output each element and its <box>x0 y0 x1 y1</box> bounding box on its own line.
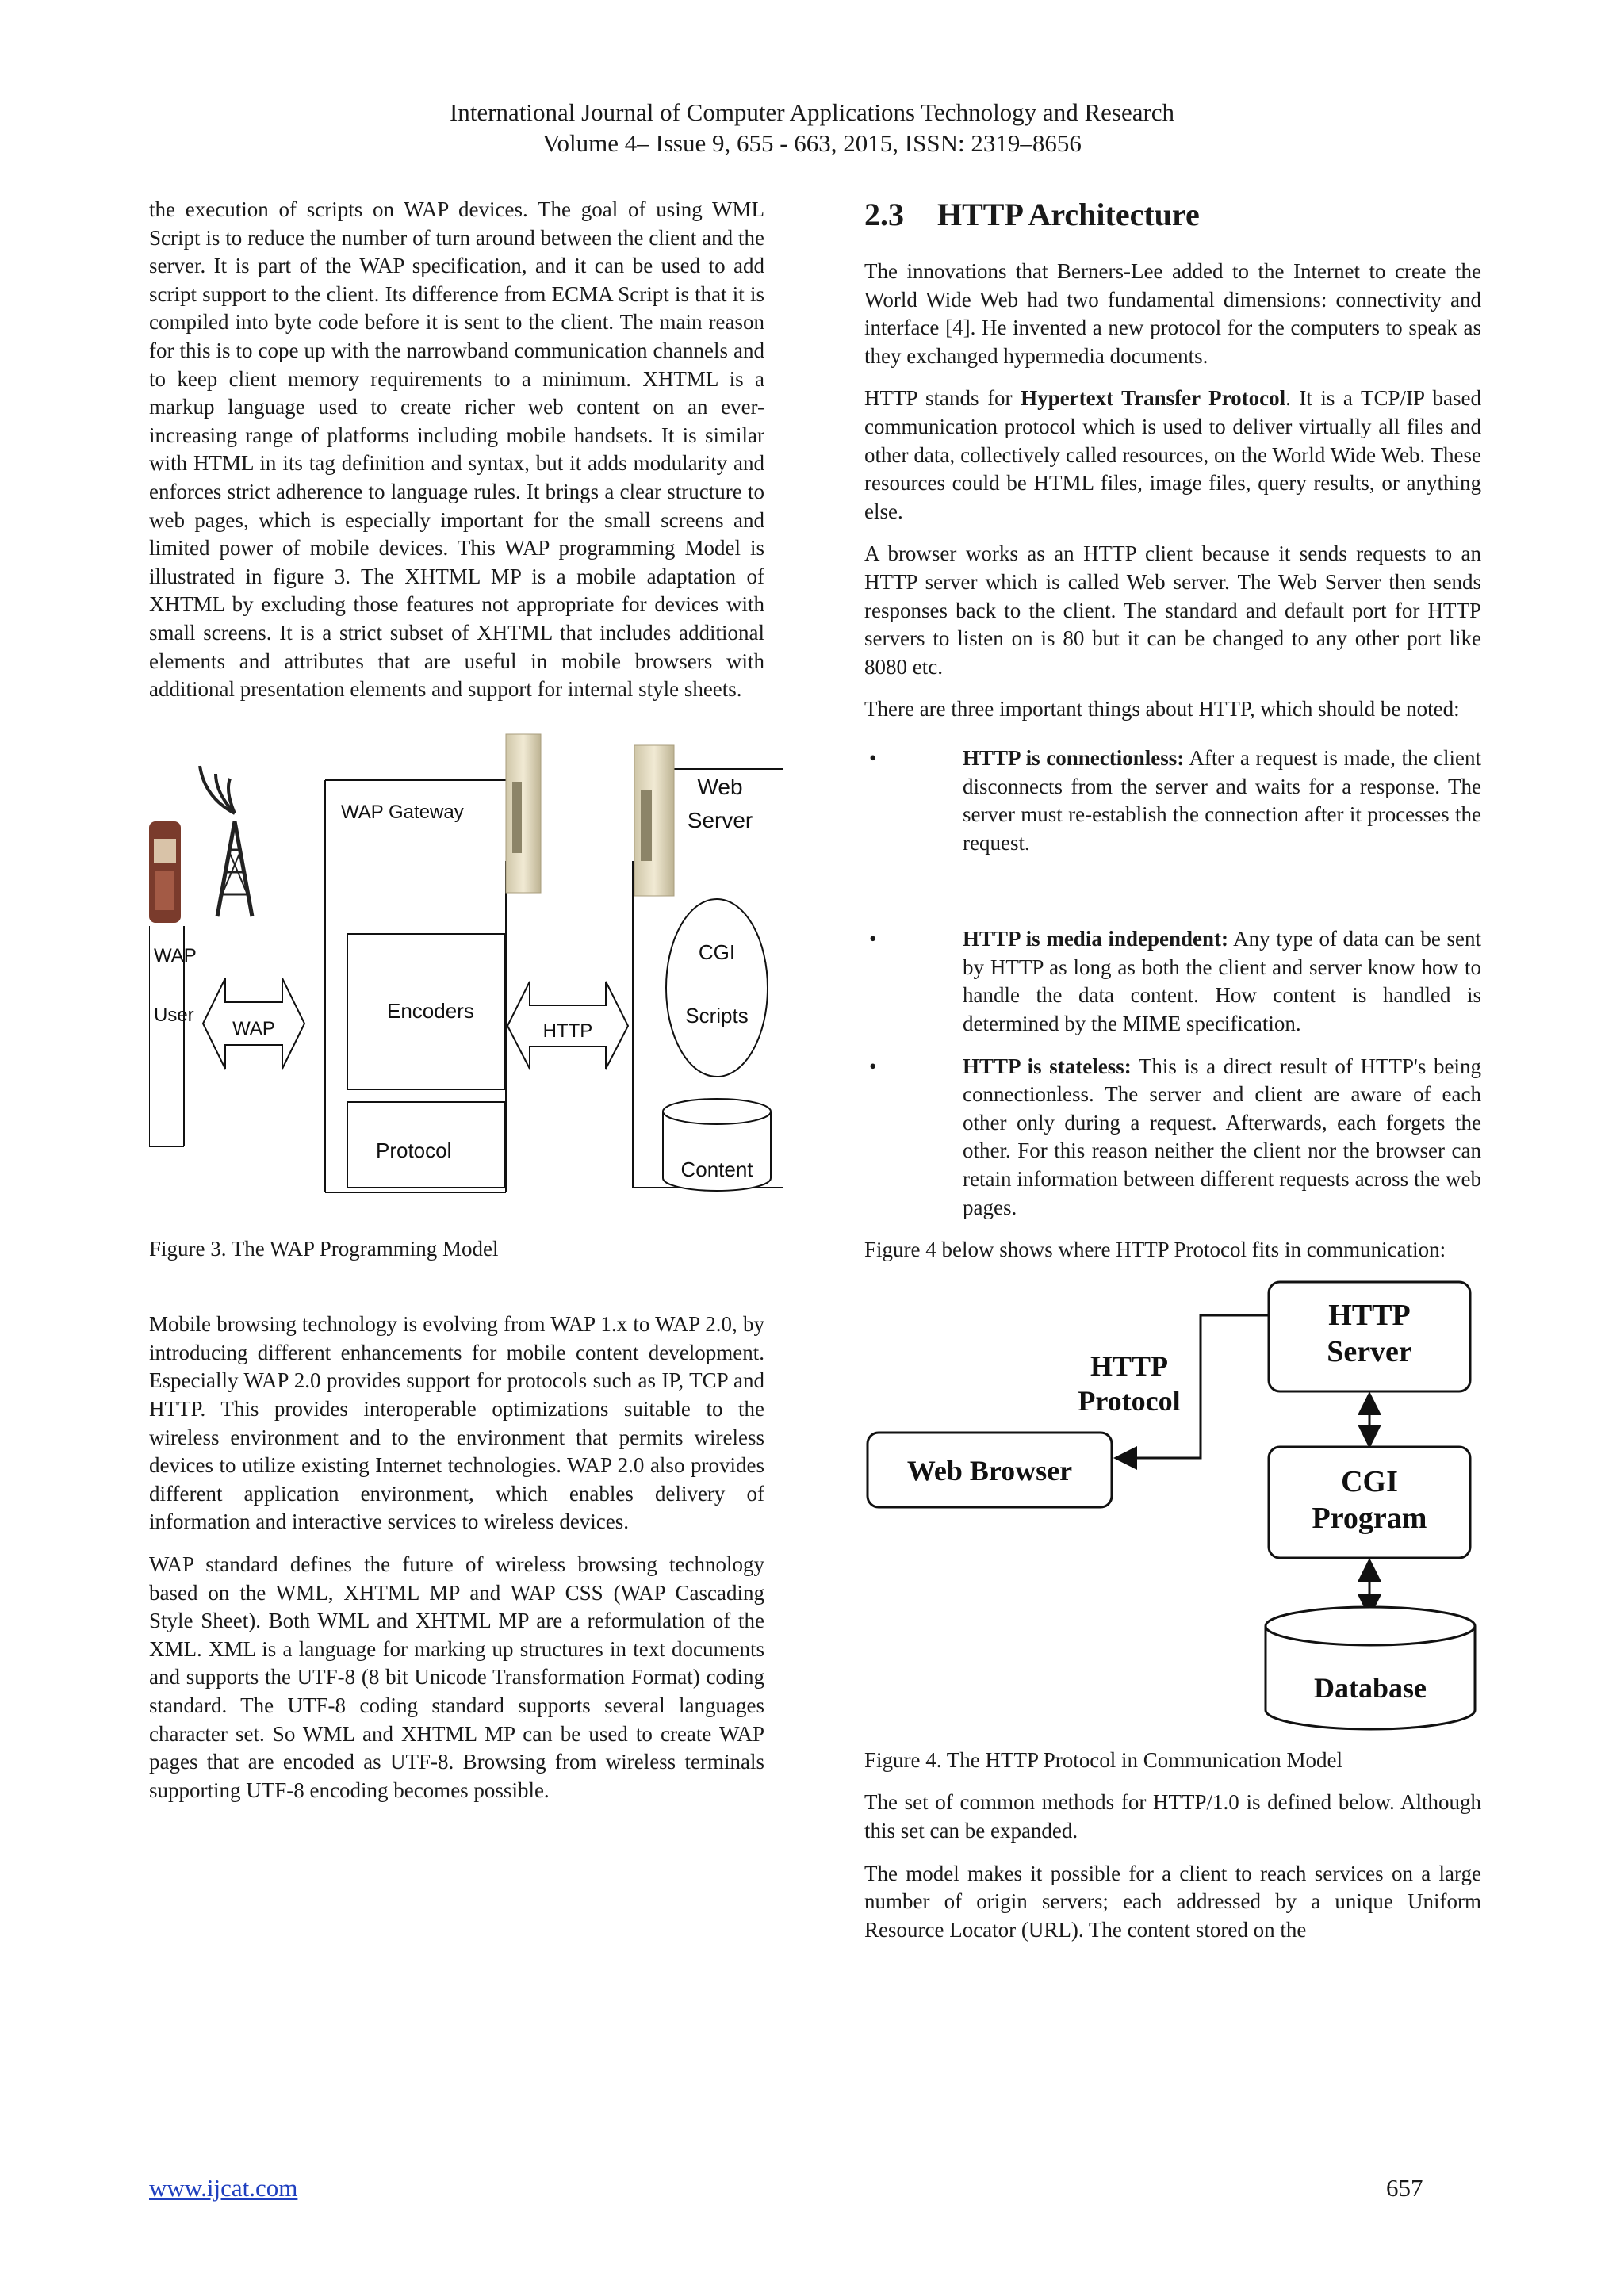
figure-3-caption: Figure 3. The WAP Programming Model <box>149 1236 499 1261</box>
figure-3-diagram <box>149 726 783 1218</box>
footer-website-link[interactable]: www.ijcat.com <box>149 2174 298 2202</box>
page-number: 657 <box>1386 2174 1423 2202</box>
fig3-wap-label: WAP <box>154 944 197 966</box>
right-paragraph-7: The model makes it possible for a client to reach services on a large number of origin servers; each addressed by a unique Uniform Resource Locator (URL). The content stored on the <box>864 1861 1481 1942</box>
fig3-wap-arrow-label: WAP <box>232 1017 275 1039</box>
bullet-stateless <box>864 1053 1481 1223</box>
right-paragraph-3: A browser works as an HTTP client because it sends requests to an HTTP server which is called Web server. The Web Server then sends responses back to the client. The standard and default port for HTTP servers to listen on is 80 but it can be changed to any other port like 8080 etc. <box>864 541 1481 679</box>
fig4-cgi-line1: CGI <box>1341 1464 1398 1498</box>
fig3-cgi-label: CGI <box>698 939 736 964</box>
right-paragraph-5: Figure 4 below shows where HTTP Protocol fits in communication: <box>864 1238 1446 1262</box>
fig4-http-protocol-line1: HTTP <box>1090 1349 1169 1382</box>
section-title: HTTP Architecture <box>937 197 1200 232</box>
right-paragraph-1: The innovations that Berners-Lee added to the Internet to create the World Wide Web had two fundamental dimensions: connectivity and interface [4]. He invented a new protocol for the computers to speak as they exchanged hypermedia documents. <box>864 259 1481 368</box>
right-paragraph-2 <box>864 385 1481 526</box>
figure-4-caption: Figure 4. The HTTP Protocol in Communication Model <box>864 1747 1342 1772</box>
bullet-dot: • <box>869 745 877 770</box>
mobile-phone-icon <box>149 821 181 923</box>
fig3-encoders-label: Encoders <box>387 998 474 1023</box>
fig4-cgi-line2: Program <box>1312 1501 1427 1535</box>
right-paragraph-6: The set of common methods for HTTP/1.0 is defined below. Although this set can be expanded. <box>864 1790 1481 1843</box>
bullet-1-title: HTTP is connectionless: <box>963 745 1185 770</box>
bullet-1-text: After a request is made, the client disconnects from the server and waits for a response. The server must re-establish the connection after it processes the request. <box>963 745 1482 855</box>
fig3-web-label: Web <box>697 774 743 799</box>
figure-4-diagram <box>864 1277 1481 1737</box>
section-number: 2.3 <box>864 197 904 232</box>
fig3-gateway-label: WAP Gateway <box>341 801 464 823</box>
journal-title: International Journal of Computer Applications Technology and Research <box>449 98 1175 126</box>
section-heading <box>864 196 1481 234</box>
bullet-3-title: HTTP is stateless: <box>963 1054 1132 1078</box>
gateway-server-icon <box>506 734 541 893</box>
left-column <box>149 196 764 1819</box>
fig4-database-label: Database <box>1314 1671 1427 1704</box>
p2-pre-text: HTTP stands for <box>864 386 1021 411</box>
p2-bold-text: Hypertext Transfer Protocol <box>1021 386 1286 411</box>
fig3-protocol-label: Protocol <box>376 1138 452 1162</box>
fig4-web-browser-label: Web Browser <box>906 1454 1073 1487</box>
bullet-2-title: HTTP is media independent: <box>963 927 1229 951</box>
fig4-http-protocol-line2: Protocol <box>1078 1384 1181 1417</box>
fig3-server-label: Server <box>687 807 753 832</box>
web-server-icon <box>634 745 674 896</box>
journal-header <box>0 97 1624 159</box>
left-paragraph-2: Mobile browsing technology is evolving from WAP 1.x to WAP 2.0, by introducing different enhancements for mobile content development. Especially WAP 2.0 provides support for protocols such as IP, TCP and HTTP. This provides interoperable optimizations suitable to the wireless environment and to the environment that permits wireless devices to utilize existing Internet technologies. WAP 2.0 also provides different application environment, which enables delivery of information and interactive services to wireless devices. <box>149 1312 764 1534</box>
bullet-media-independent <box>864 925 1481 1038</box>
bullet-2-text: Any type of data can be sent by HTTP as long as both the client and server know how to handle the data content. How content is handled is determined by the MIME specification. <box>963 927 1481 1036</box>
bullet-connectionless <box>864 744 1481 857</box>
fig3-scripts-label: Scripts <box>685 1003 749 1027</box>
left-paragraph-1: the execution of scripts on WAP devices. The goal of using WML Script is to reduce the number of turn around between the client and the server. It is part of the WAP specification, and it can be used to add script support to the client. Its difference from ECMA Script is that it is compiled into byte code before it is sent to the client. The main reason for this is to cope up with the narrowband communication channels and to keep client memory requirements to a minimum. XHTML is a markup language used to create richer web content on an ever-increasing range of platforms including mobile handsets. It is similar with HTML in its tag definition and syntax, but it adds modularity and enforces strict adherence to language rules. It brings a clear structure to web pages, which is especially important for the small screens and limited power of mobile devices. This WAP programming Model is illustrated in figure 3. The XHTML MP is a mobile adaptation of XHTML by excluding those features not appropriate for devices with small screens. It is a strict subset of XHTML that includes additional elements and attributes that are useful in mobile browsers with additional presentation elements and support for internal style sheets. <box>149 197 764 702</box>
bullet-dot: • <box>869 927 877 951</box>
bullet-dot: • <box>869 1054 877 1078</box>
left-paragraph-3: WAP standard defines the future of wireless browsing technology based on the WML, XHTML MP and WAP CSS (WAP Cascading Style Sheet). Both WML and XHTML MP are a reformulation of the XML. XML is a language for marking up structures in text documents and supports the UTF-8 (8 bit Unicode Transformation Format) coding standard. The UTF-8 coding standard supports several languages character set. So WML and XHTML MP can be used to create WAP pages that are encoded as UTF-8. Browsing from wireless terminals supporting UTF-8 encoding becomes possible. <box>149 1552 764 1802</box>
right-column <box>864 196 1481 1958</box>
fig3-http-arrow-label: HTTP <box>542 1020 593 1042</box>
bullet-3-text: This is a direct result of HTTP's being connectionless. The server and client are aware of each other only during a request. Afterwards, each forgets the other. For this reason neither the client nor the browser can retain information between different requests across the web pages. <box>963 1054 1481 1219</box>
fig3-content-label: Content <box>680 1157 753 1181</box>
antenna-tower-icon <box>200 766 252 916</box>
fig3-user-label: User <box>154 1004 194 1026</box>
right-paragraph-4: There are three important things about HTTP, which should be noted: <box>864 697 1460 721</box>
fig4-database-icon <box>1266 1607 1475 1729</box>
journal-volume: Volume 4– Issue 9, 655 - 663, 2015, ISSN: 2319–8656 <box>542 129 1082 157</box>
fig4-http-server-line1: HTTP <box>1328 1298 1411 1332</box>
p2-post-text: . It is a TCP/IP based communication protocol which is used to deliver virtually all files and other data, collectively called resources, on the World Wide Web. These resources could be HTML files, image files, query results, or anything else. <box>864 386 1481 523</box>
fig4-http-server-line2: Server <box>1327 1334 1412 1368</box>
